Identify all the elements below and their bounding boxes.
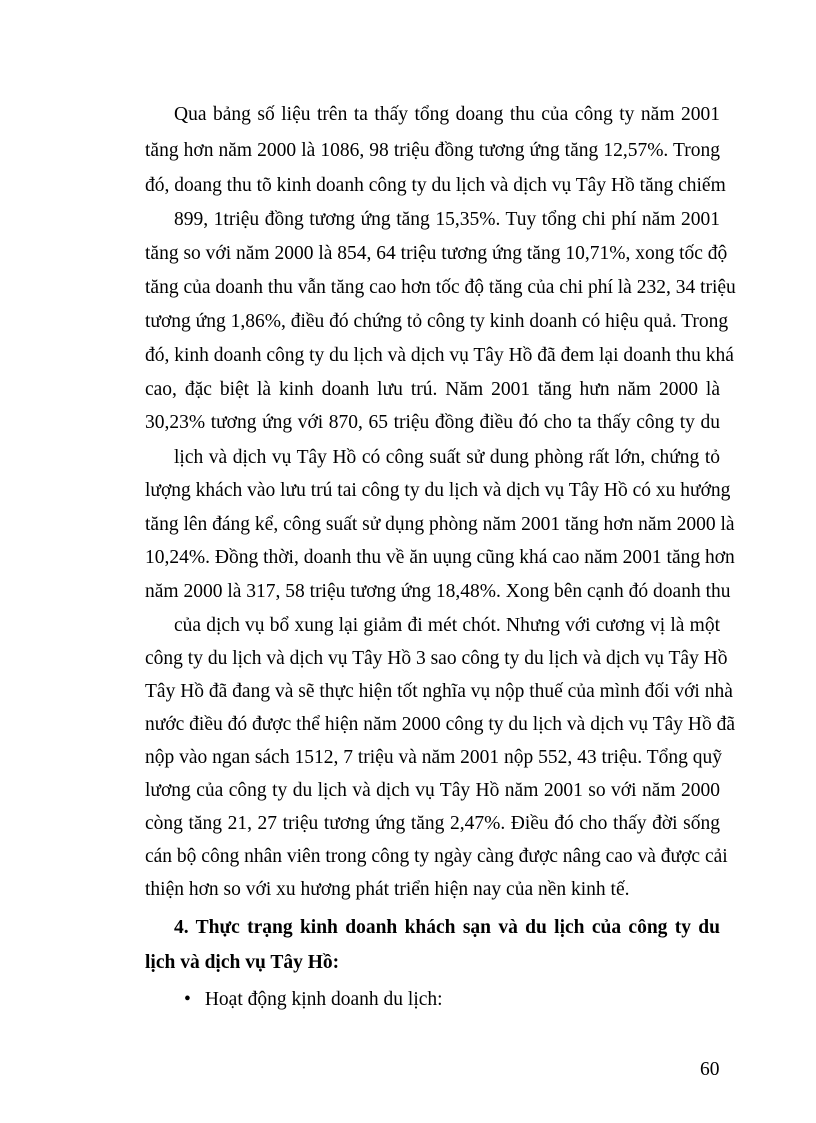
bullet-list-item [184,988,443,1012]
paragraph3-line-3: tăng lên đáng kể, công suất sử dụng phòng năm 2001 tăng hơn năm 2000 là [145,514,735,535]
paragraph2-line-6: cao, đặc biệt là kinh doanh lưu trú. Năm 2001 tăng hưn năm 2000 là [145,379,720,400]
paragraph4-line-5: nộp vào ngan sách 1512, 7 triệu và năm 2001 nộp 552, 43 triệu. Tổng quỹ [145,747,722,768]
paragraph2-line-4: tương ứng 1,86%, điều đó chứng tỏ công ty kinh doanh có hiệu quả. Trong [145,311,729,332]
paragraph3-line-5: năm 2000 là 317, 58 triệu tương ứng 18,48%. Xong bên cạnh đó doanh thu [145,581,731,602]
paragraph4-line-6: lương của công ty du lịch và dịch vụ Tây Hồ năm 2001 so với năm 2000 [145,780,720,801]
paragraph4-line-1: của dịch vụ bổ xung lại giảm đi mét chót. Nhưng với cương vị là một [174,615,720,636]
paragraph2-line-3: tăng của doanh thu vẫn tăng cao hơn tốc độ tăng của chi phí là 232, 34 triệu [145,277,736,298]
paragraph4-line-3: Tây Hồ đã đang và sẽ thực hiện tốt nghĩa vụ nộp thuế của mình đối với nhà [145,681,733,702]
section-heading-line-2: lịch và dịch vụ Tây Hồ: [145,952,340,973]
paragraph2-line-1: 899, 1triệu đồng tương ứng tăng 15,35%. Tuy tổng chi phí năm 2001 [174,209,720,230]
paragraph2-line-5: đó, kinh doanh công ty du lịch và dịch vụ Tây Hồ đã đem lại doanh thu khá [145,345,734,366]
paragraph3-line-1: lịch và dịch vụ Tây Hồ có công suất sử dung phòng rất lớn, chứng tỏ [174,447,720,468]
paragraph3-line-4: 10,24%. Đồng thời, doanh thu về ăn uụng cũng khá cao năm 2001 tăng hơn [145,547,735,568]
paragraph4-line-2: công ty du lịch và dịch vụ Tây Hồ 3 sao công ty du lịch và dịch vụ Tây Hồ [145,648,728,669]
bullet-icon: • [184,989,191,1010]
paragraph4-line-7: còng tăng 21, 27 triệu tương ứng tăng 2,47%. Điều đó cho thấy đời sống [145,813,720,834]
paragraph1-line-2: tăng hơn năm 2000 là 1086, 98 triệu đồng tương ứng tăng 12,57%. Trong [145,140,720,161]
bullet-text: Hoạt động kịnh doanh du lịch: [204,989,443,1010]
paragraph4-line-8: cán bộ công nhân viên trong công ty ngày càng được nâng cao và được cải [145,846,728,867]
section-heading-line-1: 4. Thực trạng kinh doanh khách sạn và du lịch của công ty du [174,917,720,938]
paragraph3-line-2: lượng khách vào lưu trú tai công ty du lịch và dịch vụ Tây Hồ có xu hướng [145,480,731,501]
paragraph2-line-2: tăng so với năm 2000 là 854, 64 triệu tương ứng tăng 10,71%, xong tốc độ [145,243,728,264]
paragraph2-line-7: 30,23% tương ứng với 870, 65 triệu đồng điều đó cho ta thấy công ty du [145,412,720,433]
paragraph4-line-4: nước điều đó được thể hiện năm 2000 công ty du lịch và dịch vụ Tây Hồ đã [145,714,735,735]
paragraph4-line-9: thiện hơn so với xu hương phát triển hiện nay của nền kinh tế. [145,879,630,900]
paragraph1-line-1: Qua bảng số liệu trên ta thấy tổng doang thu của công ty năm 2001 [174,104,720,125]
page-number: 60 [700,1059,720,1080]
paragraph1-line-3: đó, doang thu tõ kinh doanh công ty du lịch và dịch vụ Tây Hồ tăng chiếm [145,175,726,196]
